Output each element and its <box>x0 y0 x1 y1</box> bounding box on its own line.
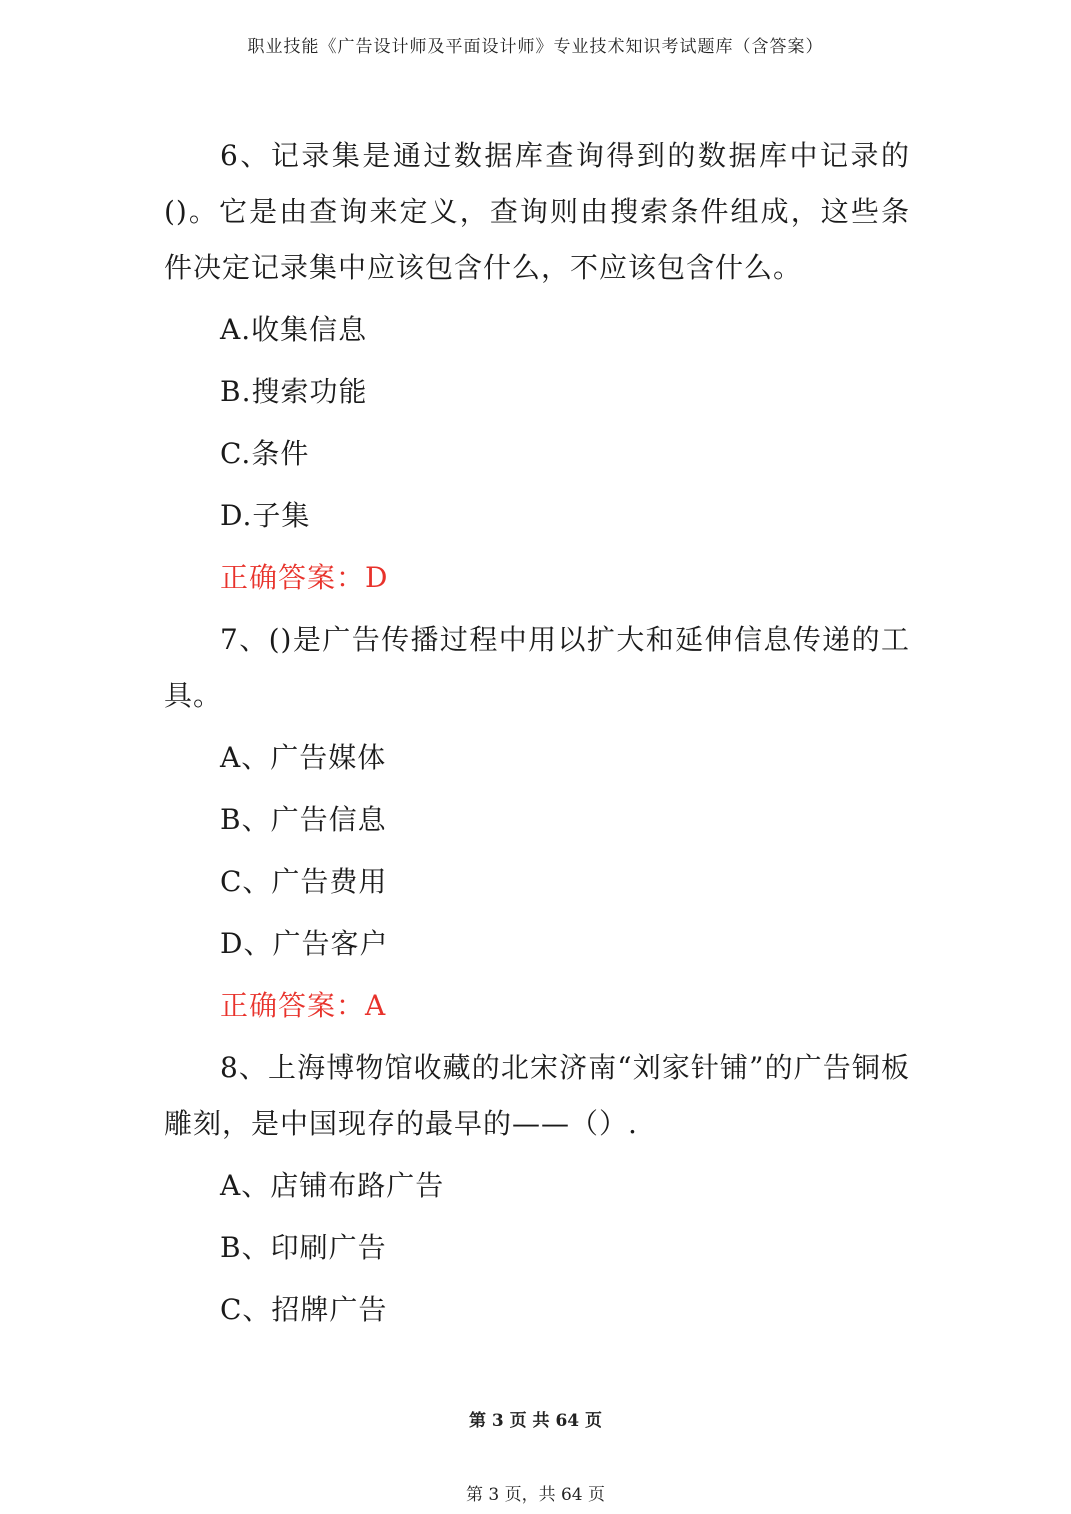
correct-answer: 正确答案：A <box>220 989 387 1022</box>
option-d: D、广告客户 <box>220 927 389 960</box>
option-b: B.搜索功能 <box>220 375 368 408</box>
option-c: C.条件 <box>220 437 310 470</box>
question-6 <box>164 128 910 606</box>
question-text: 6、记录集是通过数据库查询得到的数据库中记录的()。它是由查询来定义，查询则由搜索条件组成，这些条件决定记录集中应该包含什么，不应该包含什么。 <box>164 139 910 284</box>
option-a: A.收集信息 <box>220 313 368 346</box>
question-text: 8、上海博物馆收藏的北宋济南“刘家针铺”的广告铜板雕刻，是中国现存的最早的——（）. <box>164 1051 910 1140</box>
correct-answer: 正确答案：D <box>220 561 389 594</box>
question-7 <box>164 612 910 1034</box>
document-header: 职业技能《广告设计师及平面设计师》专业技术知识考试题库（含答案） <box>247 37 824 57</box>
question-list <box>164 128 910 1344</box>
option-a: A、店铺布路广告 <box>220 1169 445 1202</box>
question-8 <box>164 1040 910 1338</box>
question-text: 7、()是广告传播过程中用以扩大和延伸信息传递的工具。 <box>164 623 910 712</box>
option-c: C、广告费用 <box>220 865 388 898</box>
option-c: C、招牌广告 <box>220 1293 388 1326</box>
page-number-footer: 第 3 页，共 64 页 <box>465 1485 606 1505</box>
option-b: B、印刷广告 <box>220 1231 387 1264</box>
option-b: B、广告信息 <box>220 803 387 836</box>
option-d: D.子集 <box>220 499 311 532</box>
page-number-upper: 第 3 页 共 64 页 <box>468 1411 603 1431</box>
option-a: A、广告媒体 <box>220 741 387 774</box>
